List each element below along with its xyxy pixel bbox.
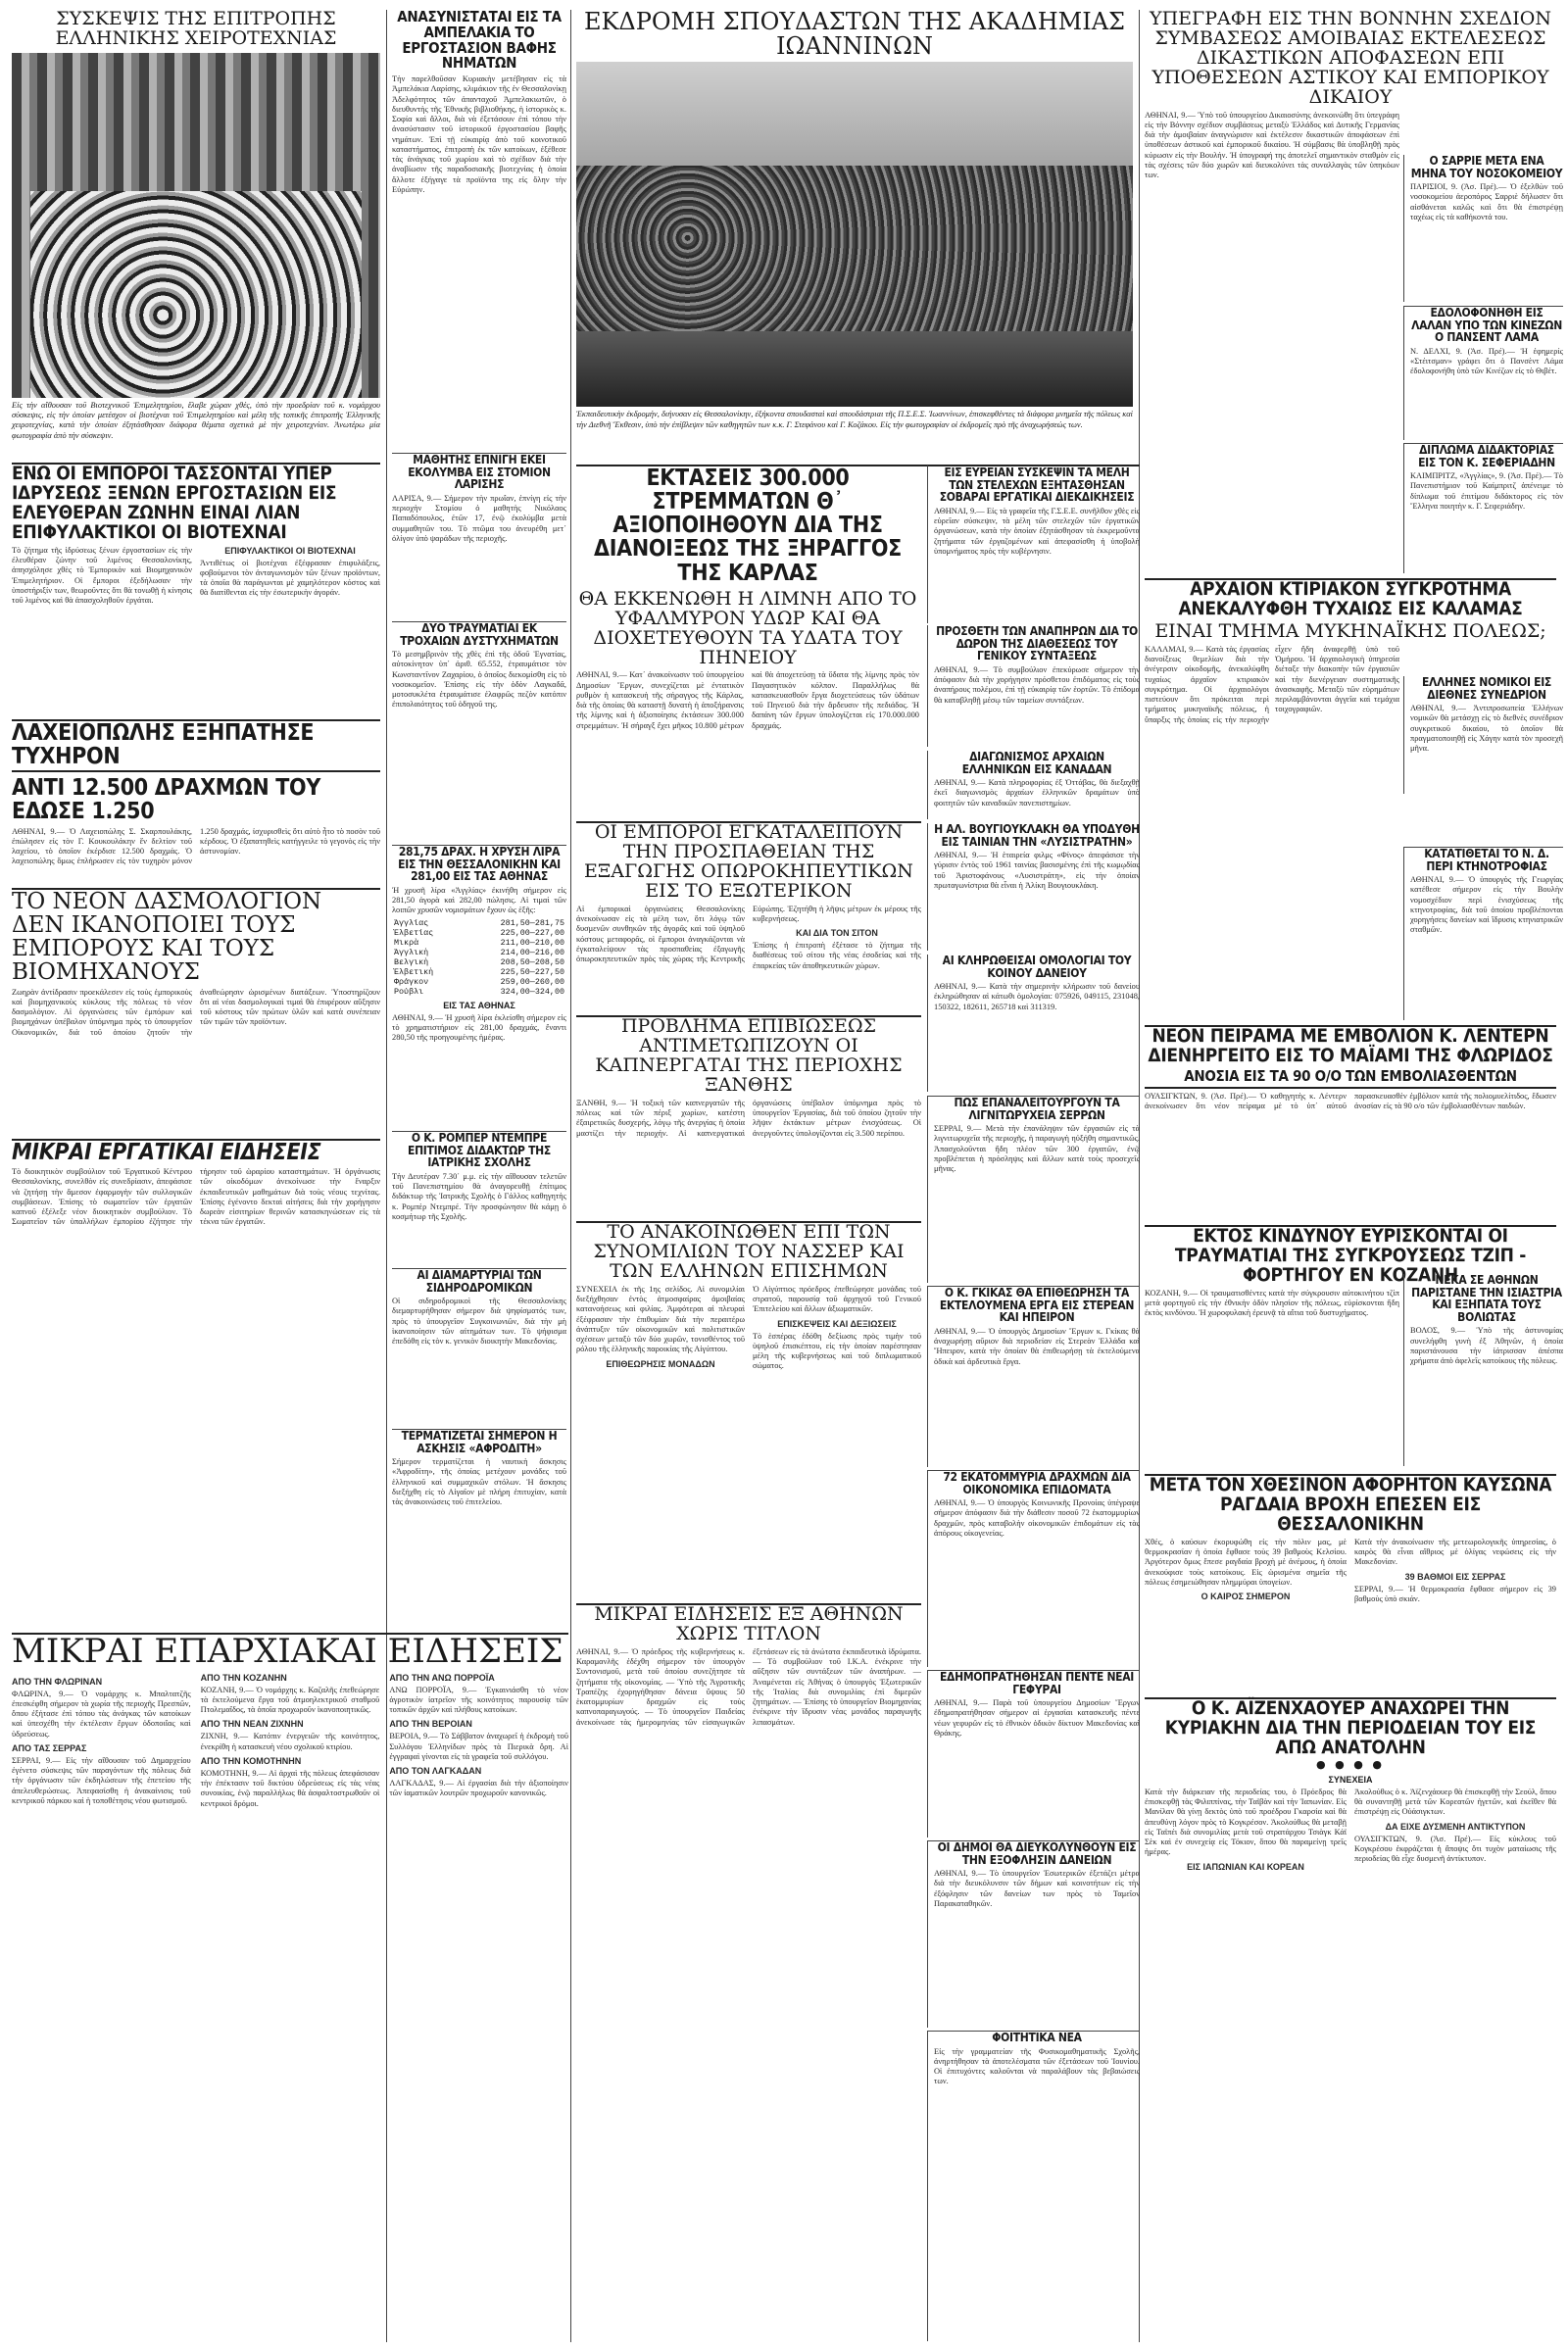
article-foititika [927,2031,1140,2341]
table-row: Ἐλβετίας 225,00—227,00 [394,927,564,938]
article-body: ΑΠΟ ΤΗΝ ΦΛΩΡΙΝΑΝ ΦΛΩΡΙΝΑ, 9.— Ὁ νομάρχης κ. Μπαλτατζῆς ἐπεσκέφθη σήμερον τὰ χωρία τῆς περιοχῆς Πρεσπῶν, ὅπου ἐξήτασε ἐπὶ τόπου τὰς ἀνάγκας τῶν κατοίκων καὶ ὑπεσχέθη τὴν ἐκτέλεσιν ἔργων ὀδοποιΐας καὶ ὑδρεύσεως. ΑΠΟ ΤΑΣ ΣΕΡΡΑΣ ΣΕΡΡΑΙ, 9.— Εἰς τὴν αἴθουσαν τοῦ Δημαρχείου ἐγένετο σύσκεψις τῶν παραγόντων τῆς πόλεως διὰ τὴν ὀργάνωσιν τῶν ἐκδηλώσεων τῆς ἐπετείου τῆς ἀπελευθερώσεως. Ἀπεφασίσθη ἡ ἀνακαίνισις τοῦ κεντρικοῦ πάρκου καὶ ἡ τοποθέτησις νέου φωτισμοῦ. ΑΠΟ ΤΗΝ ΚΟΖΑΝΗΝ ΚΟΖΑΝΗ, 9.— Ὁ νομάρχης κ. Καζαλῆς ἐπεθεώρησε τὰ ἐκτελούμενα ἔργα τοῦ ἀτμοηλεκτρικοῦ σταθμοῦ Πτολεμαΐδος, τὰ ὁποῖα προχωροῦν ἱκανοποιητικῶς. ΑΠΟ ΤΗΝ ΝΕΑΝ ΖΙΧΝΗΝ ΖΙΧΝΗ, 9.— Κατόπιν ἐνεργειῶν τῆς κοινότητος, ἐνεκρίθη ἡ κατασκευὴ νέου σχολικοῦ κτιρίου. ΑΠΟ ΤΗΝ ΚΟΜΟΤΗΝΗΝ ΚΟΜΟΤΗΝΗ, 9.— Αἱ ἀρχαὶ τῆς πόλεως ἀπεφάσισαν τὴν ἐπέκτασιν τοῦ δικτύου ὑδρεύσεως εἰς τὰς νέας συνοικίας, ἐνῷ παραλλήλως θὰ ἀσφαλτοστρωθοῦν οἱ κεντρικοὶ δρόμοι. ΑΠΟ ΤΗΝ ΑΝΩ ΠΟΡΡΟΪΑ ΑΝΩ ΠΟΡΡΟΪΑ, 9.— Ἐγκαινιάσθη τὸ νέον ἀγροτικὸν ἰατρεῖον τῆς κοινότητος παρουσίᾳ τῶν τοπικῶν ἀρχῶν καὶ πλήθους κατοίκων. ΑΠΟ ΤΗΝ ΒΕΡΟΙΑΝ ΒΕΡΟΙΑ, 9.— Τὸ Σάββατον ἀναχωρεῖ ἡ ἐκδρομὴ τοῦ Συλλόγου Ἑλληνίδων πρὸς τὰ Πιερικὰ ὄρη. Αἱ ἐγγραφαὶ γίνονται εἰς τὰ γραφεῖα τοῦ συλλόγου. ΑΠΟ ΤΟΝ ΛΑΓΚΑΔΑΝ ΛΑΓΚΑΔΑΣ, 9.— Αἱ ἐργασίαι διὰ τὴν ἀξιοποίησιν τῶν ἰαματικῶν λουτρῶν προχωροῦν κανονικῶς. [12,1672,568,1808]
article-eparchiakai [12,1633,568,2342]
article-body: ΣΥΝΕΧΕΙΑ ἐκ τῆς 1ης σελίδος. Αἱ συνομιλίαι διεξήχθησαν ἐντὸς ἀτμοσφαίρας ἀμοιβαίας κατανοήσεως καὶ φιλίας. Ἀμφότεραι αἱ πλευραὶ ἐξέφρασαν τὴν ἐπιθυμίαν διὰ τὴν περαιτέρω ἀνάπτυξιν τῶν οἰκονομικῶν καὶ πολιτιστικῶν σχέσεων μεταξὺ τῶν δύο χωρῶν, τονισθέντος τοῦ ρόλου τῆς ἑλληνικῆς παροικίας τῆς Αἰγύπτου. ΕΠΙΘΕΩΡΗΣΙΣ ΜΟΝΑΔΩΝ Ὁ Αἰγύπτιος πρόεδρος ἐπεθεώρησε μονάδας τοῦ στρατοῦ, παρουσίᾳ τοῦ ἀρχηγοῦ τοῦ Γενικοῦ Ἐπιτελείου καὶ ἄλλων ἀξιωματικῶν. ΕΠΙΣΚΕΨΕΙΣ ΚΑΙ ΔΕΞΙΩΣΕΙΣ Τὸ ἑσπέρας ἐδόθη δεξίωσις πρὸς τιμὴν τοῦ ὑψηλοῦ ἐπισκέπτου, εἰς τὴν ὁποίαν παρέστησαν μέλη τῆς κυβερνήσεως καὶ τοῦ διπλωματικοῦ σώματος. [576,1284,921,1371]
headline: ΟΙ ΔΗΜΟΙ ΘΑ ΔΙΕΥΚΟΛΥΝΘΟΥΝ ΕΙΣ ΤΗΝ ΕΞΟΦΛΗΣΙΝ ΔΑΝΕΙΩΝ [937,1840,1137,1867]
table-row: Βελγικὴ 208,50—208,50 [394,956,564,967]
article-body: ΑΘΗΝΑΙ, 9.— Ὁ πρόεδρος τῆς κυβερνήσεως κ. Καραμανλῆς ἐδέχθη σήμερον τὸν ὑπουργὸν Συντονισμοῦ, μετὰ τοῦ ὁποίου συνεζήτησε τὰ ζητήματα τῆς οἰκονομίας. — Ὑπὸ τῆς Ἀγροτικῆς Τραπέζης ἐχορηγήθησαν δάνεια ὕψους 50 ἑκατομμυρίων δραχμῶν εἰς τοὺς καπνοπαραγωγούς. — Τὸ ὑπουργεῖον Παιδείας ἀνεκοίνωσε τὰς ἡμερομηνίας τῶν εἰσαγωγικῶν ἐξετάσεων εἰς τὰ ἀνώτατα ἐκπαιδευτικὰ ἱδρύματα. — Τὸ συμβούλιον τοῦ Ι.Κ.Α. ἐνέκρινε τὴν αὔξησιν τῶν συντάξεων τῶν ἀναπήρων. — Ἀναμένεται εἰς Ἀθήνας ὁ ὑπουργὸς Ἐξωτερικῶν τῆς Ἰταλίας διὰ συνομιλίας ἐπὶ διμερῶν ζητημάτων. — Ἐπίσης τὸ ὑπουργεῖον Βιομηχανίας ἐνέκρινε τὴν ἵδρυσιν νέας μονάδος παραγωγῆς λιπασμάτων. [576,1646,921,1727]
headline: ΟΙ ΕΜΠΟΡΟΙ ΕΓΚΑΤΑΛΕΙΠΟΥΝ ΤΗΝ ΠΡΟΣΠΑΘΕΙΑΝ ΤΗΣ ΕΞΑΓΩΓΗΣ ΟΠΩΡΟΚΗΠΕΥΤΙΚΩΝ ΕΙΣ ΤΟ ΕΞΩΤΕΡΙΚΟΝ [584,821,913,902]
article-diagonismos [927,751,1140,819]
headline: ΕΙΣ ΕΥΡΕΙΑΝ ΣΥΣΚΕΨΙΝ ΤΑ ΜΕΛΗ ΤΩΝ ΣΤΕΛΕΧΩΝ ΕΞΗΤΑΣΘΗΣΑΝ ΣΟΒΑΡΑΙ ΕΡΓΑΤΙΚΑΙ ΔΙΕΚΔΙΚΗΣΕΙΣ [939,466,1135,505]
table-row: Ρούβλι 324,00—324,00 [394,986,564,997]
article-vola [1403,1274,1563,1466]
article-emporoi [576,821,921,1013]
article-mathitis [392,453,566,618]
subheadline: ΘΑ ΕΚΚΕΝΩΘΗ Η ΛΙΜΝΗ ΑΠΟ ΤΟ ΥΦΑΛΜΥΡΟΝ ΥΔΩΡ ΚΑΙ ΘΑ ΔΙΟΧΕΤΕΥΘΟΥΝ ΤΑ ΥΔΑΤΑ ΤΟΥ ΠΗΝΕΙΟΥ [578,587,917,668]
article-body: ΑΘΗΝΑΙ, 9.— Κατὰ τὴν σημερινὴν κλήρωσιν τοῦ δανείου ἐκληρώθησαν αἱ κάτωθι ὁμολογίαι: 075926, 049115, 231048, 150322, 182611, 265718 καὶ 311319. [934,982,1140,1011]
article-kausonas [1145,1474,1556,1693]
photo-caption: Ἐκπαιδευτικὴν ἐκδρομήν, διήνυσαν εἰς Θεσσαλονίκην, ἐξήκοντα σπουδασταὶ καὶ σπουδάστριαι τῆς Π.Σ.Ε.Σ. Ἰωαννίνων, ἐπισκεφθέντες τὰ διάφορα μνημεῖα τῆς πόλεως καὶ τὴν Διεθνῆ Ἔκθεσιν, ὑπὸ τὴν ἐπίβλεψιν τῶν καθηγητῶν των κ.κ. Γ. Στεφάνου καὶ Γ. Κοζάκου. Εἰς τὴν φωτογραφίαν οἱ ἐκδρομεῖς πρὸ τῆς ἀναχωρήσεώς των. [576,410,1133,429]
gold-price-table [392,918,566,997]
article-body: Τὸ ζήτημα τῆς ἱδρύσεως ξένων ἐργοστασίων εἰς τὴν ἐλευθέραν ζώνην τοῦ λιμένος Θεσσαλονίκης, ἀπησχόλησε χθὲς τὸ Ἐμπορικὸν καὶ Βιομηχανικὸν Ἐπιμελητήριον. Οἱ ἔμποροι ἐξεδήλωσαν τὴν ὑποστήριξίν των, θεωροῦντες ὅτι θὰ τονωθῇ ἡ κίνησις τοῦ λιμένος καὶ θὰ ἀπασχοληθοῦν ἐργάται. ΕΠΙΦΥΛΑΚΤΙΚΟΙ ΟΙ ΒΙΟΤΕΧΝΑΙ Ἀντιθέτως οἱ βιοτέχναι ἐξέφρασαν ἐπιφυλάξεις, φοβούμενοι τὸν ἀνταγωνισμὸν τῶν ξένων προϊόντων, τὰ ὁποῖα θὰ παράγωνται μὲ χαμηλότερον κόστος καὶ θὰ διατίθενται εἰς τὴν ἐσωτερικὴν ἀγοράν. [12,545,380,605]
article-body: ΑΘΗΝΑΙ, 9.— Ὁ ὑπουργὸς Κοινωνικῆς Προνοίας ὑπέγραψε σήμερον ἀπόφασιν διὰ τὴν διάθεσιν ποσοῦ 72 ἑκατομμυρίων δραχμῶν, πρὸς καταβολὴν οἰκονομικῶν ἐπιδομάτων εἰς τὰς ἀπόρους οἰκογενείας. [934,1498,1140,1538]
article-anapiria [927,625,1140,747]
article-lentern [1145,1025,1556,1223]
headline: ΕΔΗΜΟΠΡΑΤΗΘΗΣΑΝ ΠΕΝΤΕ ΝΕΑΙ ΓΕΦΥΡΑΙ [939,1670,1135,1696]
article-omologiai [927,955,1140,1092]
article-lama [1403,306,1563,440]
photo-meeting [12,53,380,398]
article-body: Κατὰ τὴν διάρκειαν τῆς περιοδείας του, ὁ Πρόεδρος θὰ ἐπισκεφθῇ τὰς Φιλιππίνας, τὴν Ταϊβὰν καὶ τὴν Ἰαπωνίαν. Εἰς Μανίλαν θὰ γίνῃ δεκτὸς ὑπὸ τοῦ προέδρου Γκαρσία καὶ θὰ ἀπευθύνῃ λόγον πρὸς τὸ Κογκρέσον. Ἀκολούθως θὰ μεταβῇ εἰς Ταϊπέι διὰ συνομιλίας μετὰ τοῦ στρατάρχου Τσιὰγκ Κάϊ Σὲκ καὶ ἐν συνεχείᾳ εἰς Τόκιον, ὅπου θὰ παραμείνῃ τρεῖς ἡμέρας. ΕΙΣ ΙΑΠΩΝΙΑΝ ΚΑΙ ΚΟΡΕΑΝ Ἀκολούθως ὁ κ. Ἀϊζενχάουερ θὰ ἐπισκεφθῇ τὴν Σεούλ, ὅπου θὰ συναντηθῇ μετὰ τῶν Κορεατῶν ἡγετῶν, καὶ ἐκεῖθεν θὰ ἐπιστρέψῃ εἰς Οὐάσιγκτων. ΔΑ ΕΙΧΕ ΔΥΣΜΕΝΗ ΑΝΤΙΚΤΥΠΟΝ ΟΥΑΣΙΓΚΤΩΝ, 9. (Ἀσ. Πρέ).— Εἰς κύκλους τοῦ Κογκρέσου ἐκφράζεται ἡ ἄποψις ὅτι τυχὸν ματαίωσις τῆς περιοδείας θὰ εἶχε δυσμενῆ ἀντίκτυπον. [1145,1787,1556,1872]
headline: ΤΟ ΝΕΟΝ ΔΑΣΜΟΛΟΓΙΟΝ ΔΕΝ ΙΚΑΝΟΠΟΙΕΙ ΤΟΥΣ ΕΜΠΟΡΟΥΣ ΚΑΙ ΤΟΥΣ ΒΙΟΜΗΧΑΝΟΥΣ [12,889,322,986]
article-body: ΛΑΡΙΣΑ, 9.— Σήμερον τὴν πρωΐαν, ἐπνίγη εἰς τὴν περιοχὴν Στομίου ὁ μαθητὴς Νικόλαος Παπαδόπουλος, ἐτῶν 17, ἐνῷ ἐκολύμβα μετὰ συμμαθητῶν του. Τὸ πτῶμα του ἀνευρέθη μετ᾽ ὀλίγον ὑπὸ ψαράδων τῆς περιοχῆς. [392,493,566,543]
headline: ΔΙΑΓΩΝΙΣΜΟΣ ΑΡΧΑΙΩΝ ΕΛΛΗΝΙΚΩΝ ΕΙΣ ΚΑΝΑΔΑΝ [961,750,1112,776]
continuation-label: ΣΥΝΕΧΕΙΑ [1328,1774,1373,1785]
article-body: Οἱ σιδηροδρομικοὶ τῆς Θεσσαλονίκης διεμαρτυρήθησαν σήμερον διὰ ψηφίσματός των, πρὸς τὸ ὑπουργεῖον Συγκοινωνιῶν, διὰ τὴν μὴ ἱκανοποίησιν τῶν αἰτημάτων των. Τὸ ψήφισμα ἐπεδόθη εἰς τὸν κ. γενικὸν διοικητὴν Μακεδονίας. [392,1297,566,1347]
headline: ΦΟΙΤΗΤΙΚΑ ΝΕΑ [992,2031,1082,2044]
article-body: ΑΘΗΝΑΙ, 9.— Ἡ ἑταιρεία φιλμς «Φίνος» ἀπεφάσισε τὴν γύρισιν ἐντὸς τοῦ 1961 ταινίας βασισμένης ἐπὶ τῆς κωμῳδίας τοῦ Ἀριστοφάνους «Λυσιστράτη», εἰς τὴν ὁποίαν πρωταγωνίστρια θὰ εἶναι ἡ Ἀλίκη Βουγιουκλάκη. [934,851,1140,890]
table-row: Ἀγγλίας 281,50—281,75 [394,917,564,928]
article-syskepsin [927,465,1140,623]
headline: Ο ΣΑΡΡΙΕ ΜΕΤΑ ΕΝΑ ΜΗΝΑ ΤΟΥ ΝΟΣΟΚΟΜΕΙΟΥ [1410,154,1563,180]
headline: ΜΙΚΡΑΙ ΕΡΓΑΤΙΚΑΙ ΕΙΔΗΣΕΙΣ [12,1140,321,1165]
article-athinai-mikrai [576,1603,921,2342]
article-lignitoryxeia [927,1096,1140,1283]
article-ekdromi [576,10,1133,459]
article-body: ΠΑΡΙΣΙΟΙ, 9. (Ἀσ. Πρέ).— Ὁ ἐξελθὼν τοῦ νοσοκομείου ἀεροπόρος Σαρριὲ δήλωσεν ὅτι αἰσθάνεται καλῶς καὶ ὅτι θὰ ἐπιστρέψῃ ταχέως εἰς τὰ καθήκοντά του. [1410,182,1563,221]
article-body: Τὸ μεσημβρινὸν τῆς χθὲς ἐπὶ τῆς ὁδοῦ Ἐγνατίας, αὐτοκίνητον ὑπ᾽ ἀριθ. 65.552, ἐτραυμάτισε τὸν Κωνσταντῖνον Ζαχαρίου, ὁ ὁποῖος διεκομίσθη εἰς τὸ νοσοκομεῖον. Ἐπίσης εἰς τὴν ὁδὸν Λαγκαδᾶ, μοτοσυκλέτα ἐτραυμάτισε ἐλαφρῶς πεζὸν κατόπιν ἐπιπολαιότητος τοῦ ὁδηγοῦ της. [392,650,566,710]
headline: ΝΕΟΝ ΠΕΙΡΑΜΑ ΜΕ ΕΜΒΟΛΙΟΝ Κ. ΛΕΝΤΕΡΝ ΔΙΕΝΗΡΓΕΙΤΟ ΕΙΣ ΤΟ ΜΑΪΑΜΙ ΤΗΣ ΦΛΩΡΙΔΟΣ [1148,1025,1553,1066]
headline: ΕΛΛΗΝΕΣ ΝΟΜΙΚΟΙ ΕΙΣ ΔΙΕΘΝΕΣ ΣΥΝΕΔΡΙΟΝ [1421,675,1552,702]
headline: ΤΕΡΜΑΤΙΖΕΤΑΙ ΣΗΜΕΡΟΝ Η ΑΣΚΗΣΙΣ «ΑΦΡΟΔΙΤΗ» [401,1429,558,1455]
subheadline: ΕΙΝΑΙ ΤΜΗΜΑ ΜΥΚΗΝΑΪΚΗΣ ΠΟΛΕΩΣ; [1154,619,1546,642]
headline: ΜΙΚΡΑΙ ΕΙΔΗΣΕΙΣ ΕΞ ΑΘΗΝΩΝ ΧΩΡΙΣ ΤΙΤΛΟΝ [594,1603,904,1644]
headline: Η ΑΛ. ΒΟΥΓΙΟΥΚΛΑΚΗ ΘΑ ΥΠΟΔΥΘΗ ΕΙΣ ΤΑΙΝΙΑΝ ΤΗΝ «ΛΥΣΙΣΤΡΑΤΗΝ» [934,822,1140,849]
headline: ΕΚΔΡΟΜΗ ΣΠΟΥΔΑΣΤΩΝ ΤΗΣ ΑΚΑΔΗΜΙΑΣ ΙΩΑΝΝΙΝΩΝ [583,8,1126,61]
article-gkikas [927,1286,1140,1467]
article-body: Τὴν Δευτέραν 7.30΄ μ.μ. εἰς τὴν αἴθουσαν τελετῶν τοῦ Πανεπιστημίου θὰ ἀναγορευθῇ ἐπίτιμος διδάκτωρ τῆς Ἰατρικῆς Σχολῆς ὁ Γάλλος καθηγητὴς κ. Ρομπὲρ Ντεμπρέ. Τὴν προσφώνησιν θὰ κάμῃ ὁ κοσμήτωρ τῆς Σχολῆς. [392,1171,566,1221]
article-aforditi [392,1429,566,1626]
headline: ΕΚΤΑΣΕΙΣ 300.000 ΣΤΡΕΜΜΑΤΩΝ Θ᾽ ΑΞΙΟΠΟΙΗΘΟΥΝ ΔΙΑ ΤΗΣ ΔΙΑΝΟΙΞΕΩΣ ΤΗΣ ΞΗΡΑΓΓΟΣ ΤΗΣ ΚΑΡΛΑΣ [594,466,902,586]
headline: ΕΚΤΟΣ ΚΙΝΔΥΝΟΥ ΕΥΡΙΣΚΟΝΤΑΙ ΟΙ ΤΡΑΥΜΑΤΙΑΙ ΤΗΣ ΣΥΓΚΡΟΥΣΕΩΣ ΤΖΙΠ - ΦΟΡΤΗΓΟΥ ΕΝ ΚΟΖΑΝΗ [1174,1225,1527,1286]
article-nomikoi [1403,676,1563,794]
subheadline: ΑΝΟΣΙΑ ΕΙΣ ΤΑ 90 Ο/Ο ΤΩΝ ΕΜΒΟΛΙΑΣΘΕΝΤΩΝ [1145,1069,1556,1089]
article-trochaia [392,621,566,842]
table-row: Φράγκον 259,00—260,00 [394,976,564,987]
article-seferiadis [1403,443,1563,573]
headline: ΑΝΑΣΥΝΙΣΤΑΤΑΙ ΕΙΣ ΤΑ ΑΜΠΕΛΑΚΙΑ ΤΟ ΕΡΓΟΣΤΑΣΙΟΝ ΒΑΦΗΣ ΝΗΜΑΤΩΝ [397,8,562,73]
article-body: ΑΘΗΝΑΙ, 9.— Ὁ ὑπουργὸς τῆς Γεωργίας κατέθεσε σήμερον εἰς τὴν Βουλὴν νομοσχέδιον περὶ ἐνισχύσεως τῆς κτηνοτροφίας, διὰ τοῦ ὁποίου προβλέπονται χορηγήσεις δανείων καὶ ἵδρυσις κτηνιατρικῶν σταθμῶν. [1410,875,1563,935]
article-body: ΑΘΗΝΑΙ, 9.— Τὸ ὑπουργεῖον Ἐσωτερικῶν ἐξετάζει μέτρα διὰ τὴν διευκόλυνσιν τῶν δήμων καὶ κοινοτήτων εἰς τὴν ἐξόφλησιν τῶν δανείων των πρὸς τὸ Ταμεῖον Παρακαταθηκῶν. [934,1869,1140,1908]
newspaper-page [12,8,1563,2342]
headline: ΚΑΤΑΤΙΘΕΤΑΙ ΤΟ Ν. Δ. ΠΕΡΙ ΚΤΗΝΟΤΡΟΦΙΑΣ [1424,847,1549,873]
article-body: Τὴν παρελθοῦσαν Κυριακὴν μετέβησαν εἰς τὰ Ἀμπελάκια Λαρίσης, κλιμάκιον τῆς ἐν Θεσσαλονίκῃ Ἀδελφότητος τῶν ἀπανταχοῦ Ἀμπελακιωτῶν, ὁ διευθυντὴς τῆς Ἐθνικῆς βιβλιοθήκης, ἡ ἱστορικὸς κ. Σοφία καὶ ἄλλοι, διὰ νὰ ἐξετάσουν ἐπὶ τόπου τὴν ἀνασύστασιν τοῦ ἱστορικοῦ ἐργοστασίου βαφῆς νημάτων. Ἐπὶ τῇ εὐκαιρίᾳ ἀπὸ τοῦ κοινοτικοῦ καταστήματος, ἐπιτροπὴ ἐκ τῶν κατοίκων, ἐξέθεσε τὰς ἀνάγκας τοῦ χωρίου καὶ τὸ σχέδιον διὰ τὴν ἀναβίωσιν τῆς παραδοσιακῆς βιοτεχνίας ἡ ὁποία ἄλλοτε ἐξήγαγε τὰ προϊόντα της εἰς ὅλην τὴν Εὐρώπην. [392,74,566,194]
article-body: ΑΘΗΝΑΙ, 9.— Ὁ Λαχειοπώλης Σ. Σκαρπουλάκης, ἐπώλησεν εἰς τὸν Γ. Κουκουλάκην ἕν δελτίον τοῦ λαχείου, τὸ ὁποῖον ἐκέρδισε 12.500 δραχμάς. Ὁ λαχειοπώλης ὅμως ἐπλήρωσεν εἰς τὸν τυχηρὸν μόνον 1.250 δραχμάς, ἰσχυρισθεὶς ὅτι αὐτὸ ἦτο τὸ ποσὸν τοῦ κέρδους. Ὁ ἐξαπατηθεὶς κατήγγειλε τὸ γεγονὸς εἰς τὴν ἀστυνομίαν. [12,826,380,866]
article-body: Αἱ ἐμπορικαὶ ὀργανώσεις Θεσσαλονίκης ἀνεκοίνωσαν εἰς τὰ μέλη των, ὅτι λόγῳ τῶν δυσμενῶν συνθηκῶν τῆς ἀγορᾶς καὶ τοῦ ὑψηλοῦ κόστους μεταφορᾶς, οἱ ἔμποροι ἀναγκάζονται νὰ ἐγκαταλείψουν τὰς προσπαθείας ἐξαγωγῆς ὀπωροκηπευτικῶν πρὸς τὰς χώρας τῆς Κεντρικῆς Εὐρώπης. Ἐζητήθη ἡ λῆψις μέτρων ἐκ μέρους τῆς κυβερνήσεως. ΚΑΙ ΔΙΑ ΤΟΝ ΣΙΤΟΝ Ἐπίσης ἡ ἐπιτροπὴ ἐξέτασε τὸ ζήτημα τῆς διαθέσεως τοῦ σίτου τῆς νέας ἐσοδείας καὶ τῆς ἐπαρκείας τῶν ἀποθηκευτικῶν χώρων. [576,904,921,970]
article-debre [392,1131,566,1265]
column-rule [570,10,571,2342]
headline: ΕΝΩ ΟΙ ΕΜΠΟΡΟΙ ΤΑΣΣΟΝΤΑΙ ΥΠΕΡ ΙΔΡΥΣΕΩΣ ΞΕΝΩΝ ΕΡΓΟΣΤΑΣΙΩΝ ΕΙΣ ΕΛΕΥΘΕΡΑΝ ΖΩΝΗΝ ΕΙΝΑΙ ΛΙΑΝ ΕΠΙΦΥΛΑΚΤΙΚΟΙ ΟΙ ΒΙΟΤΕΧΝΑΙ [12,463,337,543]
headline: ΣΥΣΚΕΨΙΣ ΤΗΣ ΕΠΙΤΡΟΠΗΣ ΕΛΛΗΝΙΚΗΣ ΧΕΙΡΟΤΕΧΝΙΑΣ [55,8,337,49]
article-diamartyriai [392,1268,566,1426]
article-body: Ζωηρὰν ἀντίδρασιν προεκάλεσεν εἰς τοὺς ἐμπορικοὺς καὶ βιομηχανικοὺς κύκλους τῆς πόλεως τὸ νέον δασμολόγιον. Αἱ ὀργανώσεις τῶν ἐμπόρων καὶ βιομηχάνων ὑπέβαλον ὑπόμνημα πρὸς τὸ ὑπουργεῖον Οἰκονομικῶν, διὰ τοῦ ὁποίου ζητοῦν τὴν ἀναθεώρησιν ὡρισμένων διατάξεων. Ὑποστηρίζουν ὅτι αἱ νέαι δασμολογικαὶ τιμαὶ θὰ ἐπιφέρουν αὔξησιν τοῦ κόστους τῶν πρώτων ὑλῶν καὶ κατὰ συνέπειαν τῶν τιμῶν τῶν προϊόντων. [12,987,380,1037]
article-lira: 281,75 ΔΡΑΧ. Η ΧΡΥΣΗ ΛΙΡΑ ΕΙΣ ΤΗΝ ΘΕΣΣΑΛΟΝΙΚΗΝ ΚΑΙ 281,00 ΕΙΣ ΤΑΣ ΑΘΗΝΑΣ Ἡ χρυσῆ λίρα «Ἀγγλίας» ἐκινήθη σήμερον εἰς 281,50 ἀγορὰ καὶ 282,00 πώλησις. Αἱ τιμαὶ τῶν λοιπῶν χρυσῶν νομισμάτων ἔχουν ὡς ἑξῆς: Ἀγγλίας 281,50—281,75 Ἐλβετίας 225,00—227,00 Μικρὰ 211,00—210,00 Ἀγγλικὴ 214,00—216,00 Βελγικὴ 208,50—208,50 Ἐλβετικὴ 225,50—227,50 Φράγκον 259,00—260,00 Ρούβλι 324,00—324,00 ΕΙΣ ΤΑΣ ΑΘΗΝΑΣ ΑΘΗΝΑΙ, 9.— Ἡ χρυσῆ λίρα ἐκλείσθη σήμερον εἰς τὸ χρηματιστήριον εἰς 281,00 δραχμάς, ἔναντι 280,50 τῆς προηγουμένης ἡμέρας. [392,845,566,1128]
article-eisenhower [1145,1697,1556,2342]
article-body: ΟΥΑΣΙΓΚΤΩΝ, 9. (Ἀσ. Πρέ).— Ὁ καθηγητὴς κ. Λέντερν ἀνεκοίνωσεν ὅτι νέον πείραμα μὲ τὸ ὑπ᾽ αὐτοῦ παρασκευασθὲν ἐμβόλιον κατὰ τῆς πολιομυελίτιδος, ἔδωσεν ἀνοσίαν εἰς τὰ 90 ο/ο τῶν ἐμβολιασθέντων παιδιῶν. [1145,1091,1556,1110]
headline: ΠΡΟΣΘΕΤΗ ΤΩΝ ΑΝΑΠΗΡΩΝ ΔΙΑ ΤΟ ΔΩΡΟΝ ΤΗΣ ΔΙΑΘΕΣΕΩΣ ΤΟΥ ΓΕΝΙΚΟΥ ΣΥΝΤΑΞΕΩΣ [936,624,1138,663]
article-ktinotrofia [1403,847,1563,1020]
headline: ΕΔΟΛΟΦΟΝΗΘΗ ΕΙΣ ΛΑΛΑΝ ΥΠΟ ΤΩΝ ΚΙΝΕΖΩΝ Ο ΠΑΝΣΕΝΤ ΛΑΜΑ [1411,306,1562,345]
headline: ΤΟ ΑΝΑΚΟΙΝΩΘΕΝ ΕΠΙ ΤΩΝ ΣΥΝΟΜΙΛΙΩΝ ΤΟΥ ΝΑΣΣΕΡ ΚΑΙ ΤΩΝ ΕΛΛΗΝΩΝ ΕΠΙΣΗΜΩΝ [593,1221,905,1282]
article-body: Ν. ΔΕΛΧΙ, 9. (Ἀσ. Πρέ).— Ἡ ἐφημερίς «Στέιτσμαν» γράφει ὅτι ὁ Πανσὲντ Λάμα ἐδολοφονήθη ὑπὸ τῶν Κινέζων εἰς τὸ Θιβέτ. [1410,346,1563,376]
article-body: Τὸ διοικητικὸν συμβούλιον τοῦ Ἐργατικοῦ Κέντρου Θεσσαλονίκης, συνελθὸν εἰς συνεδρίασιν, ἀπεφάσισε νὰ ζητήσῃ τὴν ἄμεσον ἐφαρμογὴν τῶν συλλογικῶν συμβάσεων. Ἐπίσης τὸ σωματεῖον τῶν ἐργατῶν καπνοῦ ἐξέλεξε νέον διοικητικὸν συμβούλιον. Τὸ Σωματεῖον τῶν ὑπαλλήλων ἐμπορίου ἐζήτησε τὴν τήρησιν τοῦ ὡραρίου καταστημάτων. Ἡ ὀργάνωσις τῶν οἰκοδόμων ἀνεκοίνωσε τὴν ἔναρξιν ἐκπαιδευτικῶν μαθημάτων διὰ τοὺς νέους τεχνίτας. Ἐπίσης ἐγένοντο δεκταὶ αἰτήσεις διὰ τὴν χορήγησιν δωρεὰν εἰσιτηρίων θερινῶν κατασκηνώσεων εἰς τὰ τέκνα τῶν ἐργατῶν. [12,1167,380,1227]
article-body: ΑΘΗΝΑΙ, 9.— Παρὰ τοῦ ὑπουργείου Δημοσίων Ἔργων ἐδημοπρατήθησαν σήμερον αἱ ἐργασίαι κατασκευῆς πέντε νέων γεφυρῶν εἰς τὸ ἐθνικὸν ὁδικὸν δίκτυον Μακεδονίας καὶ Θράκης. [934,1698,1140,1738]
headline: ΑΙ ΚΛΗΡΩΘΕΙΣΑΙ ΟΜΟΛΟΓΙΑΙ ΤΟΥ ΚΟΙΝΟΥ ΔΑΝΕΙΟΥ [942,954,1132,980]
article-body: ΑΘΗΝΑΙ, 9.— Ὁ ὑπουργὸς Δημοσίων Ἔργων κ. Γκίκας θὰ ἀναχωρήσῃ αὔριον διὰ περιοδείαν εἰς Στερεὰν Ἑλλάδα καὶ Ἤπειρον, κατὰ τὴν ὁποίαν θὰ ἐπιθεωρήσῃ τὰ ἐκτελούμενα ὁδικὰ καὶ ἀρδευτικὰ ἔργα. [934,1326,1140,1366]
article-lachio [12,719,380,886]
headline: ΠΡΟΒΛΗΜΑ ΕΠΙΒΙΩΣΕΩΣ ΑΝΤΙΜΕΤΩΠΙΖΟΥΝ ΟΙ ΚΑΠΝΕΡΓΑΤΑΙ ΤΗΣ ΠΕΡΙΟΧΗΣ ΞΑΝΘΗΣ [595,1015,903,1096]
table-row: Ἀγγλικὴ 214,00—216,00 [394,947,564,957]
separator-bullets: ● ● ● ● [1316,1757,1385,1771]
article-body: Σήμερον τερματίζεται ἡ ναυτικὴ ἄσκησις «Ἀφροδίτη», τῆς ὁποίας μετέχουν μονάδες τοῦ ἑλληνικοῦ καὶ συμμαχικῶν στόλων. Ἡ ἄσκησις διεξήχθη εἰς τὸ Αἰγαῖον μὲ πλήρη ἐπιτυχίαν, κατὰ τὰς ἀνακοινώσεις τοῦ ἐπιτελείου. [392,1457,566,1507]
headline: ΔΥΟ ΤΡΑΥΜΑΤΙΑΙ ΕΚ ΤΡΟΧΑΙΩΝ ΔΥΣΤΥΧΗΜΑΤΩΝ [400,621,559,648]
article-sarrie [1403,155,1563,302]
headline: ΛΑΧΕΙΟΠΩΛΗΣ ΕΞΗΠΑΤΗΣΕ ΤΥΧΗΡΟΝ [12,721,380,772]
article-body: ΚΟΖΑΝΗ, 9.— Οἱ τραυματισθέντες κατὰ τὴν σύγκρουσιν αὐτοκινήτου τζὶπ μετὰ φορτηγοῦ εἰς τὴν ἐθνικὴν ὁδὸν πλησίον τῆς πόλεως, εὑρίσκονται ἤδη ἐκτὸς κινδύνου. Ἡ χωροφυλακὴ ἐρευνᾷ τὰ αἴτια τοῦ δυστυχήματος. [1145,1288,1399,1318]
article-body: ΞΑΝΘΗ, 9.— Ἡ τοξικὴ τῶν καπνεργατῶν τῆς πόλεως καὶ τῶν πέριξ χωρίων, κατέστη ἐξαιρετικῶς δυσχερής, λόγῳ τῆς ἀνεργίας ἡ ὁποία μαστίζει τὴν περιοχήν. Αἱ καπνεργατικαὶ ὀργανώσεις ὑπέβαλον ὑπόμνημα πρὸς τὸ ὑπουργεῖον Ἐργασίας, διὰ τοῦ ὁποίου ζητοῦν τὴν λῆψιν ἐκτάκτων μέτρων ἐνισχύσεως. Οἱ ἀνεργοῦντες ὑπολογίζονται εἰς 3.500 περίπου. [576,1098,921,1138]
article-body: ΑΘΗΝΑΙ, 9.— Κατ᾽ ἀνακοίνωσιν τοῦ ὑπουργείου Δημοσίων Ἔργων, συνεχίζεται μὲ ἐντατικὸν ρυθμὸν ἡ κατασκευὴ τῆς σήραγγος τῆς Κάρλας, διὰ τῆς ὁποίας θὰ καταστῇ δυνατὴ ἡ ἀποξήρανσις τῆς λίμνης καὶ ἡ ἀξιοποίησις ἐκτάσεων 300.000 στρεμμάτων. Ἡ σήραγξ ἔχει μῆκος 10.800 μέτρων καὶ θὰ ἀποχετεύσῃ τὰ ὕδατα τῆς λίμνης πρὸς τὸν Παγασητικὸν κόλπον. Παραλλήλως θὰ κατασκευασθοῦν ἔργα διοχετεύσεως τῶν ὑδάτων τοῦ Πηνειοῦ διὰ τὴν ἄρδευσιν τῆς πεδιάδος. Ἡ δαπάνη τῶν ἔργων ὑπολογίζεται εἰς 170.000.000 δραχμάς. [576,670,919,730]
article-body: ΣΕΡΡΑΙ, 9.— Μετὰ τὴν ἐπανάληψιν τῶν ἐργασιῶν εἰς τὰ λιγνιτωρυχεῖα τῆς περιοχῆς, ἡ παραγωγὴ ηὐξήθη σημαντικῶς. Ἀπασχολοῦνται ἤδη πλέον τῶν 300 ἐργατῶν, ἐνῷ προβλέπεται ἡ πρόσληψις καὶ ἄλλων κατὰ τοὺς προσεχεῖς μῆνας. [934,1124,1140,1174]
article-gefyrai [927,1670,1140,1838]
headline: Ο Κ. ΓΚΙΚΑΣ ΘΑ ΕΠΙΘΕΩΡΗΣΗ ΤΑ ΕΚΤΕΛΟΥΜΕΝΑ ΕΡΓΑ ΕΙΣ ΣΤΕΡΕΑΝ ΚΑΙ ΗΠΕΙΡΟΝ [939,1286,1135,1325]
article-body: Ἡ χρυσῆ λίρα «Ἀγγλίας» ἐκινήθη σήμερον εἰς 281,50 ἀγορὰ καὶ 282,00 πώλησις. Αἱ τιμαὶ τῶν λοιπῶν χρυσῶν νομισμάτων ἔχουν ὡς ἑξῆς: [392,885,566,915]
headline: ΥΠΕΓΡΑΦΗ ΕΙΣ ΤΗΝ ΒΟΝΝΗΝ ΣΧΕΔΙΟΝ ΣΥΜΒΑΣΕΩΣ ΑΜΟΙΒΑΙΑΣ ΕΚΤΕΛΕΣΕΩΣ ΔΙΚΑΣΤΙΚΩΝ ΑΠΟΦΑΣΕΩΝ ΕΠΙ ΥΠΟΘΕΣΕΩΝ ΑΣΤΙΚΟΥ ΚΑΙ ΕΜΠΟΡΙΚΟΥ ΔΙΚΑΙΟΥ [1150,8,1551,108]
article-xanthi [576,1015,921,1219]
headline: ΔΙΠΛΩΜΑ ΔΙΔΑΚΤΟΡΙΑΣ ΕΙΣ ΤΟΝ Κ. ΣΕΦΕΡΙΑΔΗΝ [1418,443,1555,469]
article-nasser [576,1221,921,1599]
article-body: ΑΘΗΝΑΙ, 9.— Ὑπὸ τοῦ ὑπουργείου Δικαιοσύνης ἀνεκοινώθη ὅτι ὑπεγράφη εἰς τὴν Βόννην σχέδιον συμβάσεως μεταξὺ Ἑλλάδος καὶ Δυτικῆς Γερμανίας διὰ τὴν ἀμοιβαίαν ἀναγνώρισιν καὶ ἐκτέλεσιν δικαστικῶν ἀποφάσεων ἐπὶ ὑποθέσεων ἀστικοῦ καὶ ἐμπορικοῦ δικαίου. Ἡ σύμβασις θὰ ὑποβληθῇ πρὸς κύρωσιν εἰς τὴν Βουλήν. Ἡ ὑπογραφή της ἀποτελεῖ σημαντικὸν σταθμὸν εἰς τὰς σχέσεις τῶν δύο χωρῶν καὶ διευκολύνει τὰς συναλλαγὰς τῶν ὑπηκόων των. [1145,110,1399,180]
article-72-ekat [927,1470,1140,1667]
headline: ΑΙ ΔΙΑΜΑΡΤΥΡΙΑΙ ΤΩΝ ΣΙΔΗΡΟΔΡΟΜΙΚΩΝ [416,1268,542,1295]
photo-students [576,62,1133,407]
headline: ΠΩΣ ΕΠΑΝΑΛΕΙΤΟΥΡΓΟΥΝ ΤΑ ΛΙΓΝΙΤΩΡΥΧΕΙΑ ΣΕΡΡΩΝ [954,1096,1120,1122]
headline: 72 ΕΚΑΤΟΜΜΥΡΙΑ ΔΡΑΧΜΩΝ ΔΙΑ ΟΙΚΟΝΟΜΙΚΑ ΕΠΙΔΟΜΑΤΑ [943,1470,1131,1496]
article-body: Εἰς τὴν γραμματείαν τῆς Φυσικομαθηματικῆς Σχολῆς, ἀνηρτήθησαν τὰ ἀποτελέσματα τῶν ἐξετάσεων τοῦ Ἰουνίου. Οἱ ἐπιτυχόντες καλοῦνται νὰ παραλάβουν τὰς βεβαιώσεις των. [934,2046,1140,2086]
article-body: ΑΘΗΝΑΙ, 9.— Ἀντιπροσωπεία Ἑλλήνων νομικῶν θὰ μετάσχῃ εἰς τὸ διεθνὲς συνέδριον συγκριτικοῦ δικαίου, τὸ ὁποῖον θὰ πραγματοποιηθῇ εἰς Χάγην κατὰ τὸν προσεχῆ μῆνα. [1410,704,1563,754]
article-vougiouklaki [927,823,1140,951]
headline: ΝΕΚΑ ΣΕ ΑΘΗΝΩΝ ΠΑΡΙΣΤΑΝΕ ΤΗΝ ΙΣΙΑΣΤΡΙΑ ΚΑΙ ΕΞΗΠΑΤΑ ΤΟΥΣ ΒΟΛΙΩΤΑΣ [1411,1273,1562,1324]
article-body: ΒΟΛΟΣ, 9.— Ὑπὸ τῆς ἀστυνομίας συνελήφθη γυνὴ ἐξ Ἀθηνῶν, ἡ ὁποία παριστάνουσα τὴν ἰάτρισσαν ἀπέσπα χρήματα ἀπὸ ἀφελεῖς κατοίκους τῆς πόλεως. [1410,1326,1563,1366]
table-row: Μικρὰ 211,00—210,00 [394,937,564,948]
article-dasmologion [12,888,380,1137]
article-body: ΚΑΛΑΜΑΙ, 9.— Κατὰ τὰς ἐργασίας διανοίξεως θεμελίων διὰ τὴν ἀνέγερσιν οἰκοδομῆς, ἀνεκαλύφθη τυχαίως ἀρχαῖον κτιριακὸν συγκρότημα. Οἱ ἀρχαιολόγοι πιστεύουν ὅτι πρόκειται περὶ τμήματος μυκηναϊκῆς πόλεως, ἡ ὕπαρξις τῆς ὁποίας εἰς τὴν περιοχὴν εἶχεν ἤδη ἀναφερθῇ ὑπὸ τοῦ Ὁμήρου. Ἡ ἀρχαιολογικὴ ὑπηρεσία διέταξε τὴν διακοπὴν τῶν ἐργασιῶν καὶ τὴν διενέργειαν συστηματικῆς ἀνασκαφῆς. Μεταξὺ τῶν εὑρημάτων περιλαμβάνονται ἀγγεῖα καὶ τεμάχια τοιχογραφιῶν. [1145,644,1399,724]
article-body: ΑΘΗΝΑΙ, 9.— Κατὰ πληροφορίας ἐξ Ὀττάβας, θὰ διεξαχθῇ ἐκεῖ διαγωνισμὸς ἀρχαίων ἑλληνικῶν δραμάτων ὑπὸ φοιτητῶν τῶν καναδικῶν πανεπιστημίων. [934,778,1140,808]
article-cheirotechnia [12,10,380,457]
table-row: Ἐλβετικὴ 225,50—227,50 [394,966,564,977]
headline: ΜΑΘΗΤΗΣ ΕΠΝΙΓΗ ΕΚΕΙ ΕΚΟΛΥΜΒΑ ΕΙΣ ΣΤΟΜΙΟΝ ΛΑΡΙΣΗΣ [408,453,551,492]
article-daneia [927,1840,1140,2028]
subheadline: ΑΝΤΙ 12.500 ΔΡΑΧΜΩΝ ΤΟΥ ΕΔΩΣΕ 1.250 [12,775,321,825]
photo-caption: Εἰς τὴν αἴθουσαν τοῦ Βιοτεχνικοῦ Ἐπιμελητηρίου, ἔλαβε χώραν χθές, ὑπὸ τὴν προεδρίαν τοῦ κ. νομάρχου σύσκεψις, εἰς τὴν ὁποίαν μετέσχον οἱ βιοτέχναι τοῦ Ἐπιμελητηρίου καὶ μέλη τῆς τοπικῆς ἐπιτροπῆς Ἑλληνικῆς χειροτεχνίας, κατὰ τὴν ὁποίαν ἐξητάσθησαν διάφορα θέματα σχετικὰ μὲ τὴν χειροτεχνίαν. Ἀνωτέρω μία φωτογραφία ἀπὸ τὴν σύσκεψιν. [12,400,380,440]
headline: ΜΙΚΡΑΙ ΕΠΑΡΧΙΑΚΑΙ ΕΙΔΗΣΕΙΣ [12,1632,564,1671]
headline: Ο Κ. ΑΪΖΕΝΧΑΟΥΕΡ ΑΝΑΧΩΡΕΙ ΤΗΝ ΚΥΡΙΑΚΗΝ ΔΙΑ ΤΗΝ ΠΕΡΙΟΔΕΙΑΝ ΤΟΥ ΕΙΣ ΑΠΩ ΑΝΑΤΟΛΗΝ [1164,1697,1537,1758]
headline: ΑΡΧΑΙΟΝ ΚΤΙΡΙΑΚΟΝ ΣΥΓΚΡΟΤΗΜΑ ΑΝΕΚΑΛΥΦΘΗ ΤΥΧΑΙΩΣ ΕΙΣ ΚΑΛΑΜΑΣ [1178,578,1523,619]
headline: ΜΕΤΑ ΤΟΝ ΧΘΕΣΙΝΟΝ ΑΦΟΡΗΤΟΝ ΚΑΥΣΩΝΑ ΡΑΓΔΑΙΑ ΒΡΟΧΗ ΕΠΕΣΕΝ ΕΙΣ ΘΕΣΣΑΛΟΝΙΚΗΝ [1149,1474,1552,1535]
article-body: Χθές, ὁ καύσων ἐκορυφώθη εἰς τὴν πόλιν μας, μὲ θερμοκρασίαν ἡ ὁποία ἔφθασε τοὺς 39 βαθμοὺς Κελσίου. Ἀργότερον ὅμως ἔπεσε ραγδαία βροχὴ μὲ ἀνέμους, ἡ ὁποία ἀνεκούφισε τοὺς κατοίκους. Εἰς ὡρισμένα σημεῖα τῆς πόλεως ἐσημειώθησαν πλημμύραι ὑπογείων. Ο ΚΑΙΡΟΣ ΣΗΜΕΡΟΝ Κατὰ τὴν ἀνακοίνωσιν τῆς μετεωρολογικῆς ὑπηρεσίας, ὁ καιρὸς θὰ εἶναι αἴθριος μὲ ὀλίγας νεφώσεις εἰς τὴν Μακεδονίαν. 39 ΒΑΘΜΟΙ ΕΙΣ ΣΕΡΡΑΣ ΣΕΡΡΑΙ, 9.— Ἡ θερμοκρασία ἔφθασε σήμερον εἰς 39 βαθμοὺς ὑπὸ σκιάν. [1145,1537,1556,1603]
article-ampelakia [392,10,566,447]
headline: Ο Κ. ΡΟΜΠΕΡ ΝΤΕΜΠΡΕ ΕΠΙΤΙΜΟΣ ΔΙΔΑΚΤΩΡ ΤΗΣ ΙΑΤΡΙΚΗΣ ΣΧΟΛΗΣ [408,1131,551,1170]
article-body: ΚΑΙΜΠΡΙΤΖ, «Ἀγγλίας», 9. (Ἀσ. Πρέ).— Τὸ Πανεπιστήμιον τοῦ Καίμπριτζ ἀπένειμε τὸ δίπλωμα τοῦ ἐπιτίμου διδάκτορος εἰς τὸν Ἕλληνα ποιητὴν κ. Γ. Σεφεριάδην. [1410,471,1563,511]
article-body: ΑΘΗΝΑΙ, 9.— Τὸ συμβούλιον ἐπεκύρωσε σήμερον τὴν ἀπόφασιν διὰ τὴν χορήγησιν πρόσθετου ἐπιδόματος εἰς τοὺς ἀναπήρους πολέμου, ἐπὶ τῇ εὐκαιρίᾳ τῶν ἑορτῶν. Τὸ ἐπίδομα θὰ καταβληθῇ μέσῳ τῶν ταμείων συντάξεων. [934,664,1140,705]
article-tassontai [12,463,380,717]
headline: 281,75 ΔΡΑΧ. Η ΧΡΥΣΗ ΛΙΡΑ ΕΙΣ ΤΗΝ ΘΕΣΣΑΛΟΝΙΚΗΝ ΚΑΙ 281,00 ΕΙΣ ΤΑΣ ΑΘΗΝΑΣ [398,845,561,884]
article-ergatikai [12,1139,380,1629]
article-body: ΑΘΗΝΑΙ, 9.— Εἰς τὰ γραφεῖα τῆς Γ.Σ.Ε.Ε. συνῆλθον χθὲς εἰς εὐρεῖαν σύσκεψιν, τὰ μέλη τῶν στελεχῶν τῶν ἐργατικῶν ὀργανώσεων, κατὰ τὴν ὁποίαν ἐξητάσθησαν τὰ ἐκκρεμοῦντα ζητήματα τῶν ἐργαζομένων καὶ ἀπεφασίσθη ἡ ὑποβολὴ ὑπομνήματος πρὸς τὴν κυβέρνησιν. [934,506,1140,556]
